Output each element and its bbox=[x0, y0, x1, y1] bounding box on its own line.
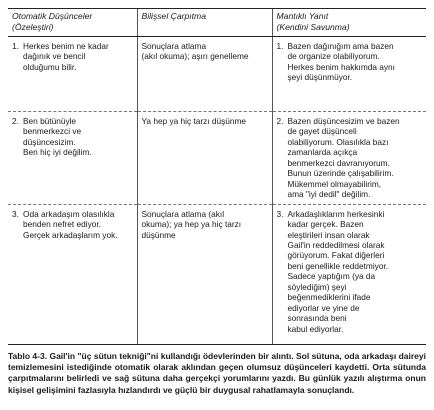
table-row bbox=[8, 37, 426, 112]
distortion-cell bbox=[137, 112, 272, 205]
row-number: 2. bbox=[276, 116, 284, 126]
automatic-thought-text: Oda arkadaşım olasılıkla benden nefret ediyor. Gerçek arkadaşlarım yok. bbox=[23, 208, 118, 240]
automatic-thought-text: Herkes benim ne kadar dağınık ve bencil olduğumu bilir. bbox=[23, 41, 109, 72]
table-row bbox=[8, 112, 426, 205]
distortion-cell bbox=[137, 204, 272, 344]
row-number: 1. bbox=[12, 41, 19, 51]
automatic-thought-cell bbox=[8, 37, 137, 112]
three-column-table bbox=[8, 8, 426, 345]
document-page bbox=[8, 8, 426, 404]
row-number: 1. bbox=[276, 41, 284, 51]
header-automatic-thoughts: Otomatik Düşünceler (Özeleştiri) bbox=[8, 9, 137, 37]
distortion-text: Sonuçlara atlama (akıl okuma); aşırı genelleme bbox=[141, 41, 249, 62]
rational-response-text: Arkadaşlıklarım herkesinki kadar gerçek. Bazen eleştirileri insan olarak Gail'in reddedilmesi olarak görüyorum. Fakat diğerleri beni genellikle reddetmiyor. Sadece yaptığım (ya da söylediğim) şeyi beğenmediklerini ifade ediyorlar ve yine de sonrasında beni kabul ediyorlar. bbox=[287, 208, 389, 334]
distortion-cell bbox=[137, 37, 272, 112]
rational-response-cell bbox=[272, 204, 426, 344]
rational-response-text: Bazen düşüncesizim ve bazen de gayet düşünceli olabiliyorum. Olasılıkla bazı zamanlarda açıkça benmerkezci davranıyorum. Bunun üzerinde çalışabilirim. Mükemmel olmayabilirim, ama "iyi dedil" değilim. bbox=[287, 116, 400, 200]
table-caption: Tablo 4-3. Gail'in "üç sütun tekniği"ni kullandığı ödevlerinden bir alıntı. Sol sütuna, oda arkadaşı daireyi temizlemesini istediğinde otomatik olarak aklından geçen olumsuz düşünceleri kaydetti. Orta sütunda çarpıtmalarını belirledi ve sağ sütuna daha gerçekçi yorumlarını yazdı. Bu günlük yazılı alıştırma onun kişisel gelişimini fazlasıyla hızlandırdı ve güçlü bir duygusal rahatlamayla sonuçlandı. bbox=[8, 350, 426, 395]
distortion-text: Ya hep ya hiç tarzı düşünme bbox=[141, 116, 247, 126]
rational-response-cell bbox=[272, 112, 426, 205]
automatic-thought-text: Ben bütünüyle benmerkezci ve düşüncesizim. Ben hiç iyi değilim. bbox=[23, 116, 92, 158]
row-number: 3. bbox=[12, 208, 19, 219]
automatic-thought-cell bbox=[8, 112, 137, 205]
rational-response-cell bbox=[272, 37, 426, 112]
header-cognitive-distortion: Bilişsel Çarpıtma bbox=[137, 9, 272, 37]
row-number: 3. bbox=[276, 208, 284, 219]
table-header-row bbox=[8, 9, 426, 37]
table-row bbox=[8, 204, 426, 344]
distortion-text: Sonuçlara atlama (akıl okuma); ya hep ya hiç tarzı düşünme bbox=[141, 208, 242, 240]
rational-response-text: Bazen dağınığım ama bazen de organize olabiliyorum. Herkes benim hakkımda aynı şeyi düşünmüyor. bbox=[287, 41, 395, 83]
automatic-thought-cell bbox=[8, 204, 137, 344]
row-number: 2. bbox=[12, 116, 19, 126]
header-rational-response: Mantıklı Yanıt (Kendini Savunma) bbox=[272, 9, 426, 37]
